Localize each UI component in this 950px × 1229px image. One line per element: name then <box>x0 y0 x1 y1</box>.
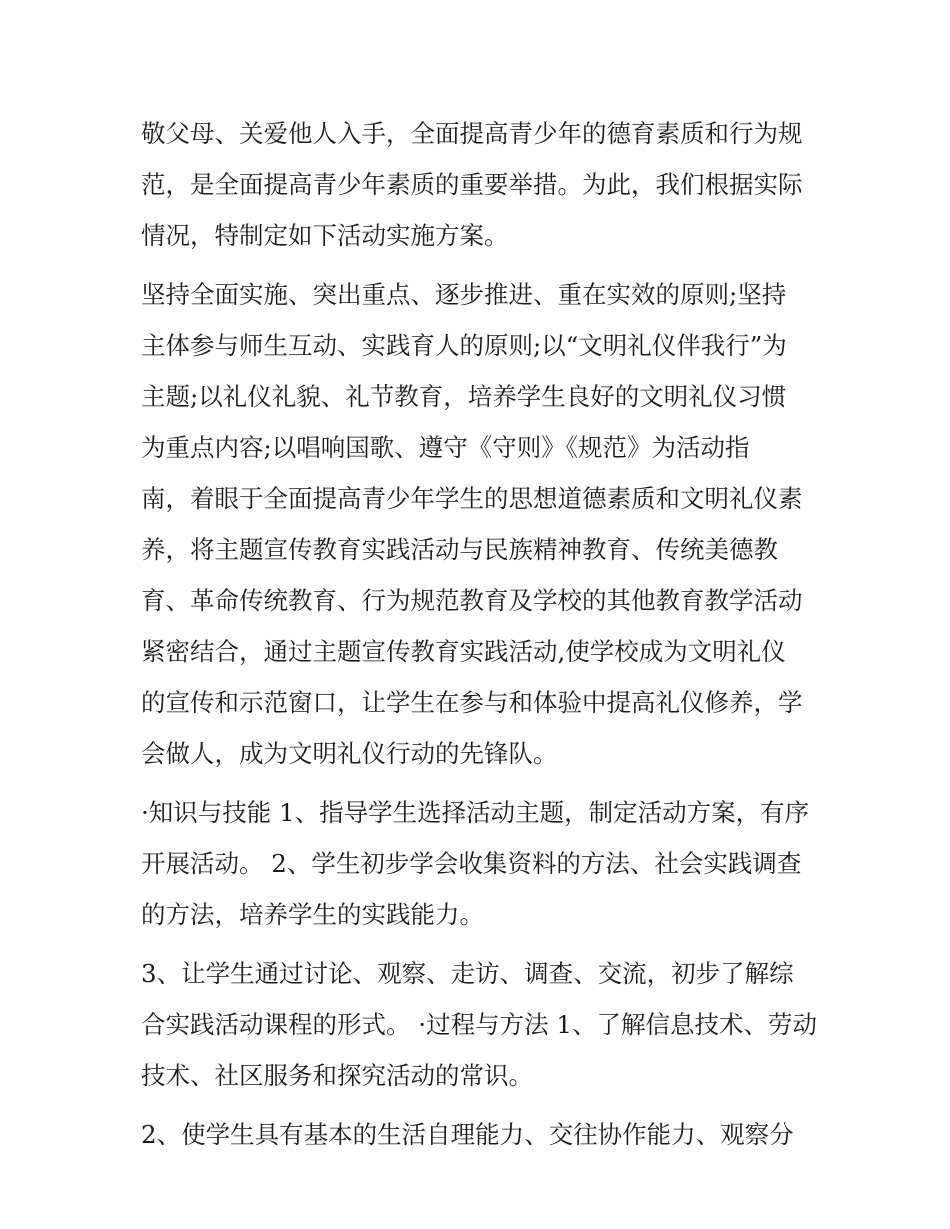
paragraph-knowledge-skills <box>141 787 821 940</box>
text-line: 合实践活动课程的形式。 ·过程与方法 1、了解信息技术、劳动 <box>141 1010 817 1039</box>
paragraph-process-methods <box>141 948 821 1101</box>
text-line: 会做人，成为文明礼仪行动的先锋队。 <box>141 739 558 768</box>
text-line: 技术、社区服务和探究活动的常识。 <box>141 1061 533 1090</box>
text-line: 的宣传和示范窗口，让学生在参与和体验中提高礼仪修养，学 <box>141 688 803 717</box>
text-line: 育、革命传统教育、行为规范教育及学校的其他教育教学活动 <box>141 586 803 615</box>
document-body <box>141 108 821 1160</box>
text-line: 坚持全面实施、突出重点、逐步推进、重在实效的原则;坚持 <box>141 280 787 309</box>
text-line: 范，是全面提高青少年素质的重要举措。为此，我们根据实际 <box>141 170 803 199</box>
text-line: 3、让学生通过讨论、观察、走访、调查、交流，初步了解综 <box>141 959 794 988</box>
text-line: 主题;以礼仪礼貌、礼节教育，培养学生良好的文明礼仪习惯 <box>141 382 787 411</box>
text-line: 开展活动。 2、学生初步学会收集资料的方法、社会实践调查 <box>141 849 802 878</box>
text-line: 情况，特制定如下活动实施方案。 <box>141 221 509 250</box>
paragraph-intro <box>141 108 821 261</box>
paragraph-principles <box>141 269 821 779</box>
text-line: 敬父母、关爱他人入手，全面提高青少年的德育素质和行为规 <box>141 119 803 148</box>
text-line: 的方法，培养学生的实践能力。 <box>141 900 484 929</box>
text-line: 紧密结合，通过主题宣传教育实践活动,使学校成为文明礼仪 <box>141 637 786 666</box>
text-line: 主体参与师生互动、实践育人的原则;以“文明礼仪伴我行”为 <box>141 331 787 360</box>
text-line: 为重点内容;以唱响国歌、遵守《守则》《规范》为活动指 <box>141 433 750 462</box>
text-line: ·知识与技能 1、指导学生选择活动主题，制定活动方案，有序 <box>141 798 810 827</box>
text-line: 南，着眼于全面提高青少年学生的思想道德素质和文明礼仪素 <box>141 484 803 513</box>
text-line: 养，将主题宣传教育实践活动与民族精神教育、传统美德教 <box>141 535 778 564</box>
paragraph-life-skills <box>141 1109 821 1160</box>
text-line: 2、使学生具有基本的生活自理能力、交往协作能力、观察分 <box>141 1120 794 1149</box>
